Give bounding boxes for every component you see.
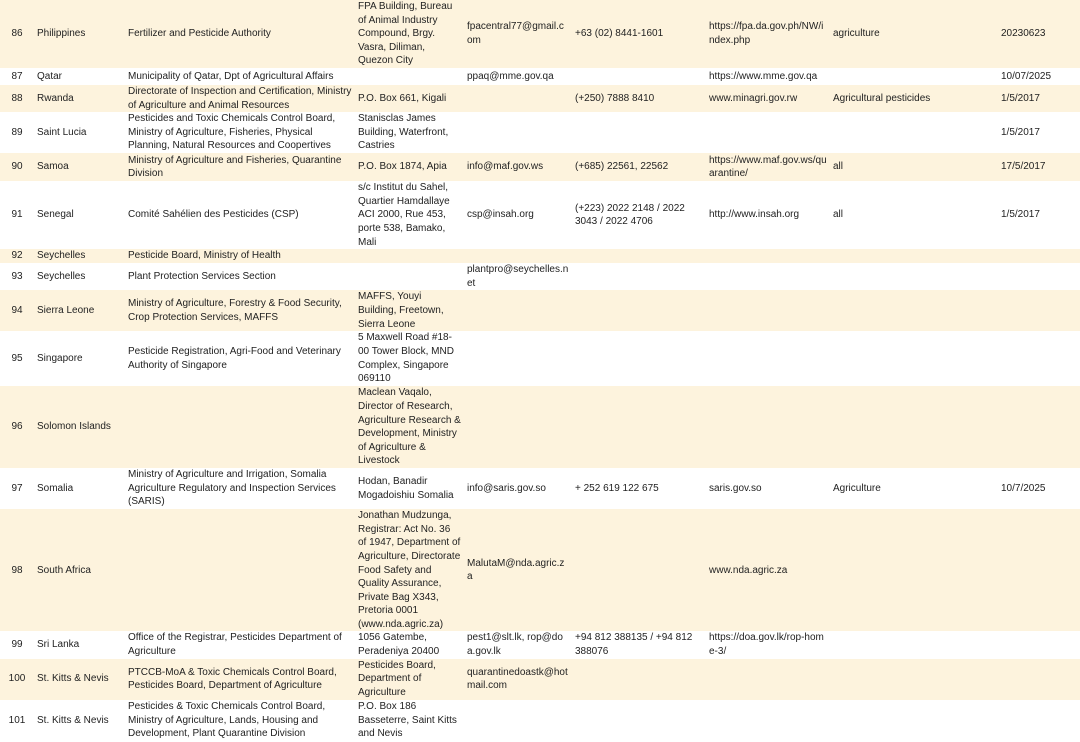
address-cell: 1056 Gatembe, Peradeniya 20400 <box>358 632 440 658</box>
country-cell: Singapore <box>37 352 83 364</box>
email-cell: pest1@slt.lk, rop@doa.gov.lk <box>467 632 563 658</box>
row-number: 93 <box>11 270 23 282</box>
phone-cell <box>572 509 706 631</box>
website-cell: www.minagri.gov.rw <box>706 85 830 112</box>
address-cell: s/c Institut du Sahel, Quartier Hamdallaye ACI 2000, Rue 453, porte 538, Bamako, Mali <box>358 182 450 248</box>
email-cell: plantpro@seychelles.net <box>467 264 569 289</box>
table-row <box>0 181 1080 249</box>
email-cell: csp@insah.org <box>467 209 534 221</box>
scope-cell <box>830 509 998 631</box>
table-row <box>0 249 1080 263</box>
row-number: 87 <box>11 70 23 82</box>
address-cell: P.O. Box 661, Kigali <box>355 85 464 112</box>
row-number: 88 <box>0 85 34 112</box>
table-row <box>0 153 1080 181</box>
country-cell: South Africa <box>34 509 125 631</box>
date-cell: 1/5/2017 <box>1001 126 1040 138</box>
scope-cell <box>830 700 998 742</box>
website-cell: https://www.mme.gov.qa <box>709 70 818 82</box>
phone-cell <box>572 659 706 700</box>
email-cell <box>464 700 572 742</box>
country-cell: Rwanda <box>34 85 125 112</box>
website-cell: http://www.insah.org <box>709 209 800 221</box>
country-cell: St. Kitts & Nevis <box>37 714 109 726</box>
authority-cell: Pesticide Board, Ministry of Health <box>125 249 355 263</box>
date-cell: 1/5/2017 <box>998 85 1080 112</box>
table-row <box>0 68 1080 85</box>
website-cell <box>706 263 830 290</box>
authority-cell: PTCCB-MoA & Toxic Chemicals Control Board, Pesticides Board, Department of Agriculture <box>125 659 355 700</box>
row-number: 95 <box>11 352 23 364</box>
country-cell: Qatar <box>37 70 63 82</box>
website-cell <box>706 249 830 263</box>
scope-cell <box>830 386 998 468</box>
address-cell: 5 Maxwell Road #18-00 Tower Block, MND Complex, Singapore 069110 <box>358 332 454 385</box>
table-row <box>0 112 1080 153</box>
table-row <box>0 468 1080 509</box>
date-cell: 1/5/2017 <box>1001 209 1040 221</box>
scope-cell <box>830 263 998 290</box>
scope-cell <box>830 290 998 331</box>
country-cell: Seychelles <box>34 249 125 263</box>
email-cell <box>464 331 572 386</box>
phone-cell: +63 (02) 8441-1601 <box>572 0 706 68</box>
authority-cell: Plant Protection Services Section <box>128 270 276 282</box>
table-row <box>0 85 1080 112</box>
row-number: 94 <box>0 290 34 331</box>
phone-cell: +94 812 388135 / +94 812 388076 <box>575 632 693 658</box>
authority-cell <box>125 509 355 631</box>
country-cell: Senegal <box>37 209 74 221</box>
phone-cell <box>572 700 706 742</box>
authority-cell: Municipality of Qatar, Dpt of Agricultural Affairs <box>128 70 334 82</box>
date-cell <box>998 659 1080 700</box>
address-cell: Pesticides Board, Department of Agriculture <box>355 659 464 700</box>
website-cell: https://www.maf.gov.ws/quarantine/ <box>706 153 830 181</box>
authority-cell: Office of the Registrar, Pesticides Department of Agriculture <box>128 632 342 658</box>
table-row <box>0 700 1080 742</box>
country-cell: Samoa <box>34 153 125 181</box>
email-cell <box>464 386 572 468</box>
website-cell <box>706 112 830 153</box>
date-cell <box>998 631 1080 658</box>
address-cell: Stanisclas James Building, Waterfront, Castries <box>358 113 449 152</box>
scope-cell: Agricultural pesticides <box>830 85 998 112</box>
website-cell: www.nda.agric.za <box>706 509 830 631</box>
website-cell: https://doa.gov.lk/rop-home-3/ <box>709 632 824 658</box>
phone-cell: (+250) 7888 8410 <box>572 85 706 112</box>
row-number: 86 <box>0 0 34 68</box>
scope-cell <box>830 249 998 263</box>
scope-cell <box>830 631 998 658</box>
row-number: 91 <box>11 209 23 221</box>
country-cell: Seychelles <box>37 270 86 282</box>
address-cell: P.O. Box 1874, Apia <box>355 153 464 181</box>
table-row <box>0 631 1080 658</box>
phone-cell <box>572 68 706 85</box>
table-row <box>0 509 1080 631</box>
authority-cell: Comité Sahélien des Pesticides (CSP) <box>128 209 299 221</box>
phone-cell <box>572 112 706 153</box>
website-cell: https://fpa.da.gov.ph/NW/index.php <box>706 0 830 68</box>
address-cell: FPA Building, Bureau of Animal Industry Compound, Brgy. Vasra, Diliman, Quezon City <box>355 0 464 68</box>
authority-cell: Ministry of Agriculture and Fisheries, Quarantine Division <box>125 153 355 181</box>
email-cell: ppaq@mme.gov.qa <box>467 70 554 82</box>
row-number: 92 <box>0 249 34 263</box>
country-cell: Sierra Leone <box>34 290 125 331</box>
address-cell: Hodan, Banadir Mogadoishiu Somalia <box>358 476 454 501</box>
table-row <box>0 0 1080 68</box>
date-cell <box>998 331 1080 386</box>
row-number: 101 <box>8 714 26 726</box>
authority-cell: Directorate of Inspection and Certification, Ministry of Agriculture and Animal Resources <box>125 85 355 112</box>
date-cell: 20230623 <box>998 0 1080 68</box>
table-row <box>0 290 1080 331</box>
authority-cell: Ministry of Agriculture and Irrigation, Somalia Agriculture Regulatory and Inspection Services (SARIS) <box>128 469 336 508</box>
address-cell: MAFFS, Youyi Building, Freetown, Sierra Leone <box>355 290 464 331</box>
table-row <box>0 659 1080 700</box>
phone-cell <box>572 249 706 263</box>
phone-cell <box>572 290 706 331</box>
country-cell: St. Kitts & Nevis <box>34 659 125 700</box>
address-cell: Maclean Vaqalo, Director of Research, Agriculture Research & Development, Ministry of Agriculture & Livestock <box>355 386 464 468</box>
date-cell <box>998 509 1080 631</box>
date-cell <box>998 700 1080 742</box>
scope-cell <box>830 112 998 153</box>
scope-cell <box>830 331 998 386</box>
date-cell: 10/7/2025 <box>1001 482 1046 494</box>
website-cell <box>706 331 830 386</box>
row-number: 89 <box>11 126 23 138</box>
authority-cell: Pesticide Registration, Agri-Food and Veterinary Authority of Singapore <box>128 346 341 371</box>
address-cell: P.O. Box 186 Basseterre, Saint Kitts and Nevis <box>358 701 457 740</box>
scope-cell: all <box>830 153 998 181</box>
row-number: 100 <box>0 659 34 700</box>
country-cell: Philippines <box>34 0 125 68</box>
phone-cell: + 252 619 122 675 <box>575 482 659 494</box>
row-number: 99 <box>11 639 23 651</box>
row-number: 98 <box>0 509 34 631</box>
row-number: 97 <box>11 482 23 494</box>
website-cell <box>706 386 830 468</box>
date-cell <box>998 290 1080 331</box>
phone-cell: (+685) 22561, 22562 <box>572 153 706 181</box>
scope-cell: Agriculture <box>833 482 881 494</box>
country-cell: Somalia <box>37 482 74 494</box>
country-cell: Solomon Islands <box>34 386 125 468</box>
authority-cell: Pesticides and Toxic Chemicals Control Board, Ministry of Agriculture, Fisheries, Physical Planning, Natural Resources and Coopertives <box>128 113 336 152</box>
website-cell <box>706 700 830 742</box>
phone-cell: (+223) 2022 2148 / 2022 3043 / 2022 4706 <box>575 202 685 228</box>
email-cell: info@saris.gov.so <box>467 482 546 494</box>
address-cell: Jonathan Mudzunga, Registrar: Act No. 36 of 1947, Department of Agriculture, Directorate Food Safety and Quality Assurance, Private Bag X343, Pretoria 0001 (www.nda.agric.za) <box>355 509 464 631</box>
email-cell: quarantinedoastk@hotmail.com <box>464 659 572 700</box>
table-row <box>0 331 1080 386</box>
row-number: 96 <box>0 386 34 468</box>
email-cell: MalutaM@nda.agric.za <box>464 509 572 631</box>
country-cell: Sri Lanka <box>37 639 80 651</box>
country-cell: Saint Lucia <box>37 126 87 138</box>
scope-cell <box>830 68 998 85</box>
email-cell <box>464 249 572 263</box>
address-cell <box>355 68 464 85</box>
authority-cell: Ministry of Agriculture, Forestry & Food Security, Crop Protection Services, MAFFS <box>125 290 355 331</box>
scope-cell: all <box>833 209 844 221</box>
email-cell <box>464 112 572 153</box>
website-cell <box>706 290 830 331</box>
email-cell: info@maf.gov.ws <box>464 153 572 181</box>
row-number: 90 <box>0 153 34 181</box>
authority-cell: Pesticides & Toxic Chemicals Control Board, Ministry of Agriculture, Lands, Housing and Development, Plant Quarantine Division <box>128 701 326 740</box>
scope-cell <box>830 659 998 700</box>
email-cell: fpacentral77@gmail.com <box>464 0 572 68</box>
email-cell <box>464 85 572 112</box>
date-cell: 17/5/2017 <box>998 153 1080 181</box>
date-cell <box>998 263 1080 290</box>
authority-cell: Fertilizer and Pesticide Authority <box>125 0 355 68</box>
date-cell <box>998 386 1080 468</box>
date-cell: 10/07/2025 <box>1001 70 1052 82</box>
phone-cell <box>572 331 706 386</box>
date-cell <box>998 249 1080 263</box>
address-cell <box>355 263 464 290</box>
table-row <box>0 263 1080 290</box>
phone-cell <box>572 386 706 468</box>
website-cell <box>706 659 830 700</box>
scope-cell: agriculture <box>830 0 998 68</box>
website-cell: saris.gov.so <box>709 482 762 494</box>
address-cell <box>355 249 464 263</box>
email-cell <box>464 290 572 331</box>
phone-cell <box>572 263 706 290</box>
table-row <box>0 386 1080 468</box>
authority-cell <box>125 386 355 468</box>
